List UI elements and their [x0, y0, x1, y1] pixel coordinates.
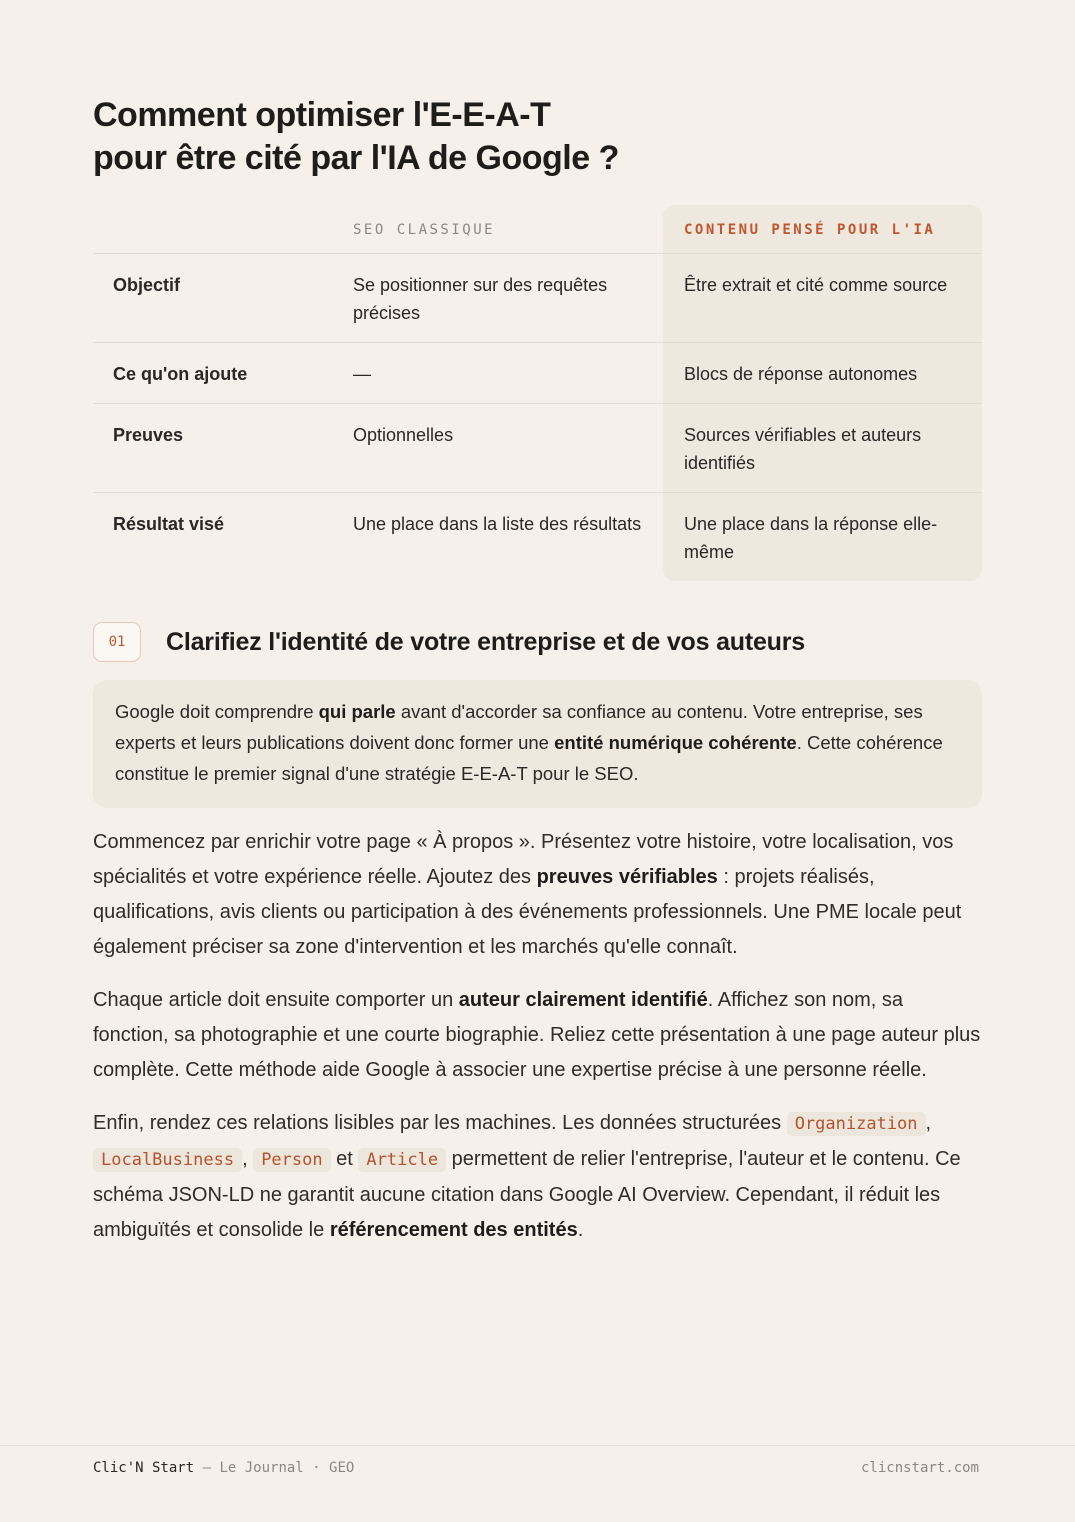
row-ai-cell: Une place dans la réponse elle-même [684, 514, 938, 562]
row-ai-cell: Blocs de réponse autonomes [684, 364, 918, 384]
footer-brand: Clic'N Start [93, 1460, 195, 1476]
paragraph-text: Commencez par enrichir votre page « À propos ». Présentez votre histoire, votre localisation, vos spécialités et votre expérience réelle. Ajoutez des [93, 831, 954, 888]
section-number-badge: 01 [93, 622, 141, 662]
intro-callout [93, 680, 982, 808]
table-row [93, 342, 982, 403]
page-title [93, 94, 982, 180]
footer-site-link[interactable]: clicnstart.com [860, 1460, 979, 1476]
row-seo-cell: Optionnelles [353, 425, 454, 445]
section-heading: Clarifiez l'identité de votre entreprise et de vos auteurs [166, 627, 805, 656]
paragraph-text: : projets réalisés, qualifications, avis clients ou participation à des événements professionnels. Une PME locale peut également préciser sa zone d'intervention et les marchés qu'elle connaît. [93, 866, 962, 958]
callout-text: . Cette cohérence constitue le premier signal d'une stratégie E-E-A-T pour le SEO. [115, 732, 943, 784]
article [93, 94, 982, 1248]
separator: et [330, 1148, 359, 1170]
code-person: Person [253, 1148, 330, 1172]
section-header [93, 622, 982, 662]
title-line-2: pour être cité par l'IA de Google ? [93, 139, 619, 177]
paragraph-bold: référencement des entités [329, 1219, 578, 1241]
header-contenu-ia: CONTENU PENSÉ POUR L'IA [684, 222, 936, 238]
footer-section: — Le Journal · GEO [194, 1460, 355, 1476]
code-localbusiness: LocalBusiness [93, 1148, 242, 1172]
page-footer [0, 1445, 1075, 1522]
separator: , [925, 1112, 932, 1134]
row-seo-cell: Se positionner sur des requêtes précises [353, 275, 608, 323]
paragraph-text: . Affichez son nom, sa fonction, sa photographie et une courte biographie. Reliez cette présentation à une page auteur plus complète. Cette méthode aide Google à associer une expertise précise à une personne réelle. [93, 989, 981, 1081]
row-label: Résultat visé [113, 514, 225, 534]
callout-text: avant d'accorder sa confiance au contenu. Votre entreprise, ses experts et leurs publications doivent donc former une [115, 701, 923, 753]
code-organization: Organization [787, 1112, 926, 1136]
table-row [93, 403, 982, 492]
separator: , [242, 1148, 254, 1170]
callout-bold: qui parle [318, 701, 396, 722]
paragraph-text: . [577, 1219, 584, 1241]
row-label: Objectif [113, 275, 181, 295]
title-line-1: Comment optimiser l'E-E-A-T [93, 96, 551, 134]
paragraph-text: permettent de relier l'entreprise, l'auteur et le contenu. Ce schéma JSON-LD ne garantit aucune citation dans Google AI Overview. Cependant, il réduit les ambiguïtés et consolide le [93, 1148, 961, 1241]
paragraph-structured-data [93, 1106, 982, 1248]
row-ai-cell: Sources vérifiables et auteurs identifiés [684, 425, 922, 473]
row-ai-cell: Être extrait et cité comme source [684, 275, 948, 295]
row-seo-cell: Une place dans la liste des résultats [353, 514, 642, 534]
paragraph-bold: auteur clairement identifié [458, 989, 708, 1011]
row-seo-cell: — [353, 364, 371, 384]
paragraph-about-page [93, 825, 982, 965]
comparison-table [93, 205, 982, 581]
table-row [93, 253, 982, 342]
paragraph-author [93, 983, 982, 1088]
callout-bold: entité numérique cohérente [554, 732, 797, 753]
row-label: Preuves [113, 425, 184, 445]
callout-text: Google doit comprendre [115, 701, 319, 722]
paragraph-bold: preuves vérifiables [536, 866, 718, 888]
code-article: Article [358, 1148, 446, 1172]
paragraph-text: Chaque article doit ensuite comporter un [93, 989, 459, 1011]
footer-brand-line [93, 1460, 354, 1476]
table-header-row [93, 205, 982, 253]
header-seo-classique: SEO CLASSIQUE [353, 222, 496, 238]
table-row [93, 492, 982, 581]
paragraph-text: Enfin, rendez ces relations lisibles par les machines. Les données structurées [93, 1112, 787, 1134]
row-label: Ce qu'on ajoute [113, 364, 248, 384]
